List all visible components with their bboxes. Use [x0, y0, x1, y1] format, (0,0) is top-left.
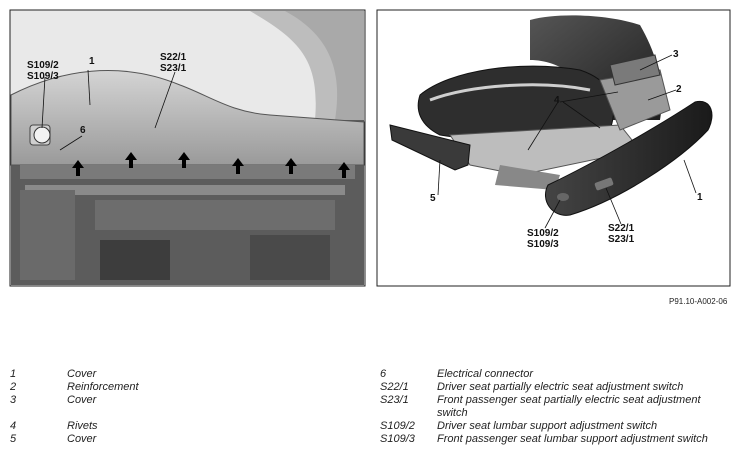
left-panel	[10, 10, 365, 286]
legend-description: Driver seat partially electric seat adjustment switch	[437, 381, 684, 393]
legend-number: S109/3	[380, 433, 415, 445]
legend-number: 2	[10, 381, 17, 393]
legend-row	[380, 420, 730, 433]
legend-description: Front passenger seat partially electric seat adjustment switch	[437, 394, 701, 419]
legend-number: 6	[380, 368, 387, 380]
legend-number: S109/2	[380, 420, 415, 432]
legend-number: S22/1	[380, 381, 409, 393]
legend-description: Cover	[67, 394, 97, 406]
legend-description: Electrical connector	[437, 368, 533, 380]
legend-row	[380, 433, 730, 446]
callout-6-left: 6	[80, 125, 86, 136]
callout-s22-left: S22/1 S23/1	[160, 52, 187, 74]
legend-description: Front passenger seat lumbar support adjustment switch	[437, 433, 708, 445]
callout-1-right: 1	[697, 192, 703, 203]
legend-row	[10, 420, 370, 433]
reference-code: P91.10-A002-06	[669, 297, 728, 306]
legend-row	[10, 368, 370, 381]
legend-row	[380, 368, 730, 381]
legend-description: Driver seat lumbar support adjustment switch	[437, 420, 658, 432]
legend-row	[10, 381, 370, 394]
callout-s109-right: S109/2 S109/3	[527, 228, 559, 250]
legend-description: Reinforcement	[67, 381, 139, 393]
callout-s109-left: S109/2 S109/3	[27, 60, 59, 82]
frame-rail	[20, 165, 355, 179]
callout-s22-right: S22/1 S23/1	[608, 223, 635, 245]
legend-number: 5	[10, 433, 17, 445]
legend-description: Cover	[67, 368, 97, 380]
legend-row	[10, 394, 370, 407]
legend-number: 1	[10, 368, 17, 380]
callout-1-left: 1	[89, 56, 95, 67]
legend-number: 4	[10, 420, 17, 432]
right-panel	[377, 10, 730, 286]
legend-left	[10, 368, 370, 446]
legend-row	[380, 381, 730, 394]
callout-4-right: 4	[554, 95, 560, 106]
callout-2-right: 2	[676, 84, 682, 95]
legend-description: Rivets	[67, 420, 98, 432]
legend-description: Cover	[67, 433, 97, 445]
callout-3-right: 3	[673, 49, 679, 60]
legend-number: S23/1	[380, 394, 409, 406]
legend-row	[10, 433, 370, 446]
legend-number: 3	[10, 394, 17, 406]
legend-row	[380, 394, 730, 420]
callout-5-right: 5	[430, 193, 436, 204]
legend-right	[380, 368, 730, 446]
